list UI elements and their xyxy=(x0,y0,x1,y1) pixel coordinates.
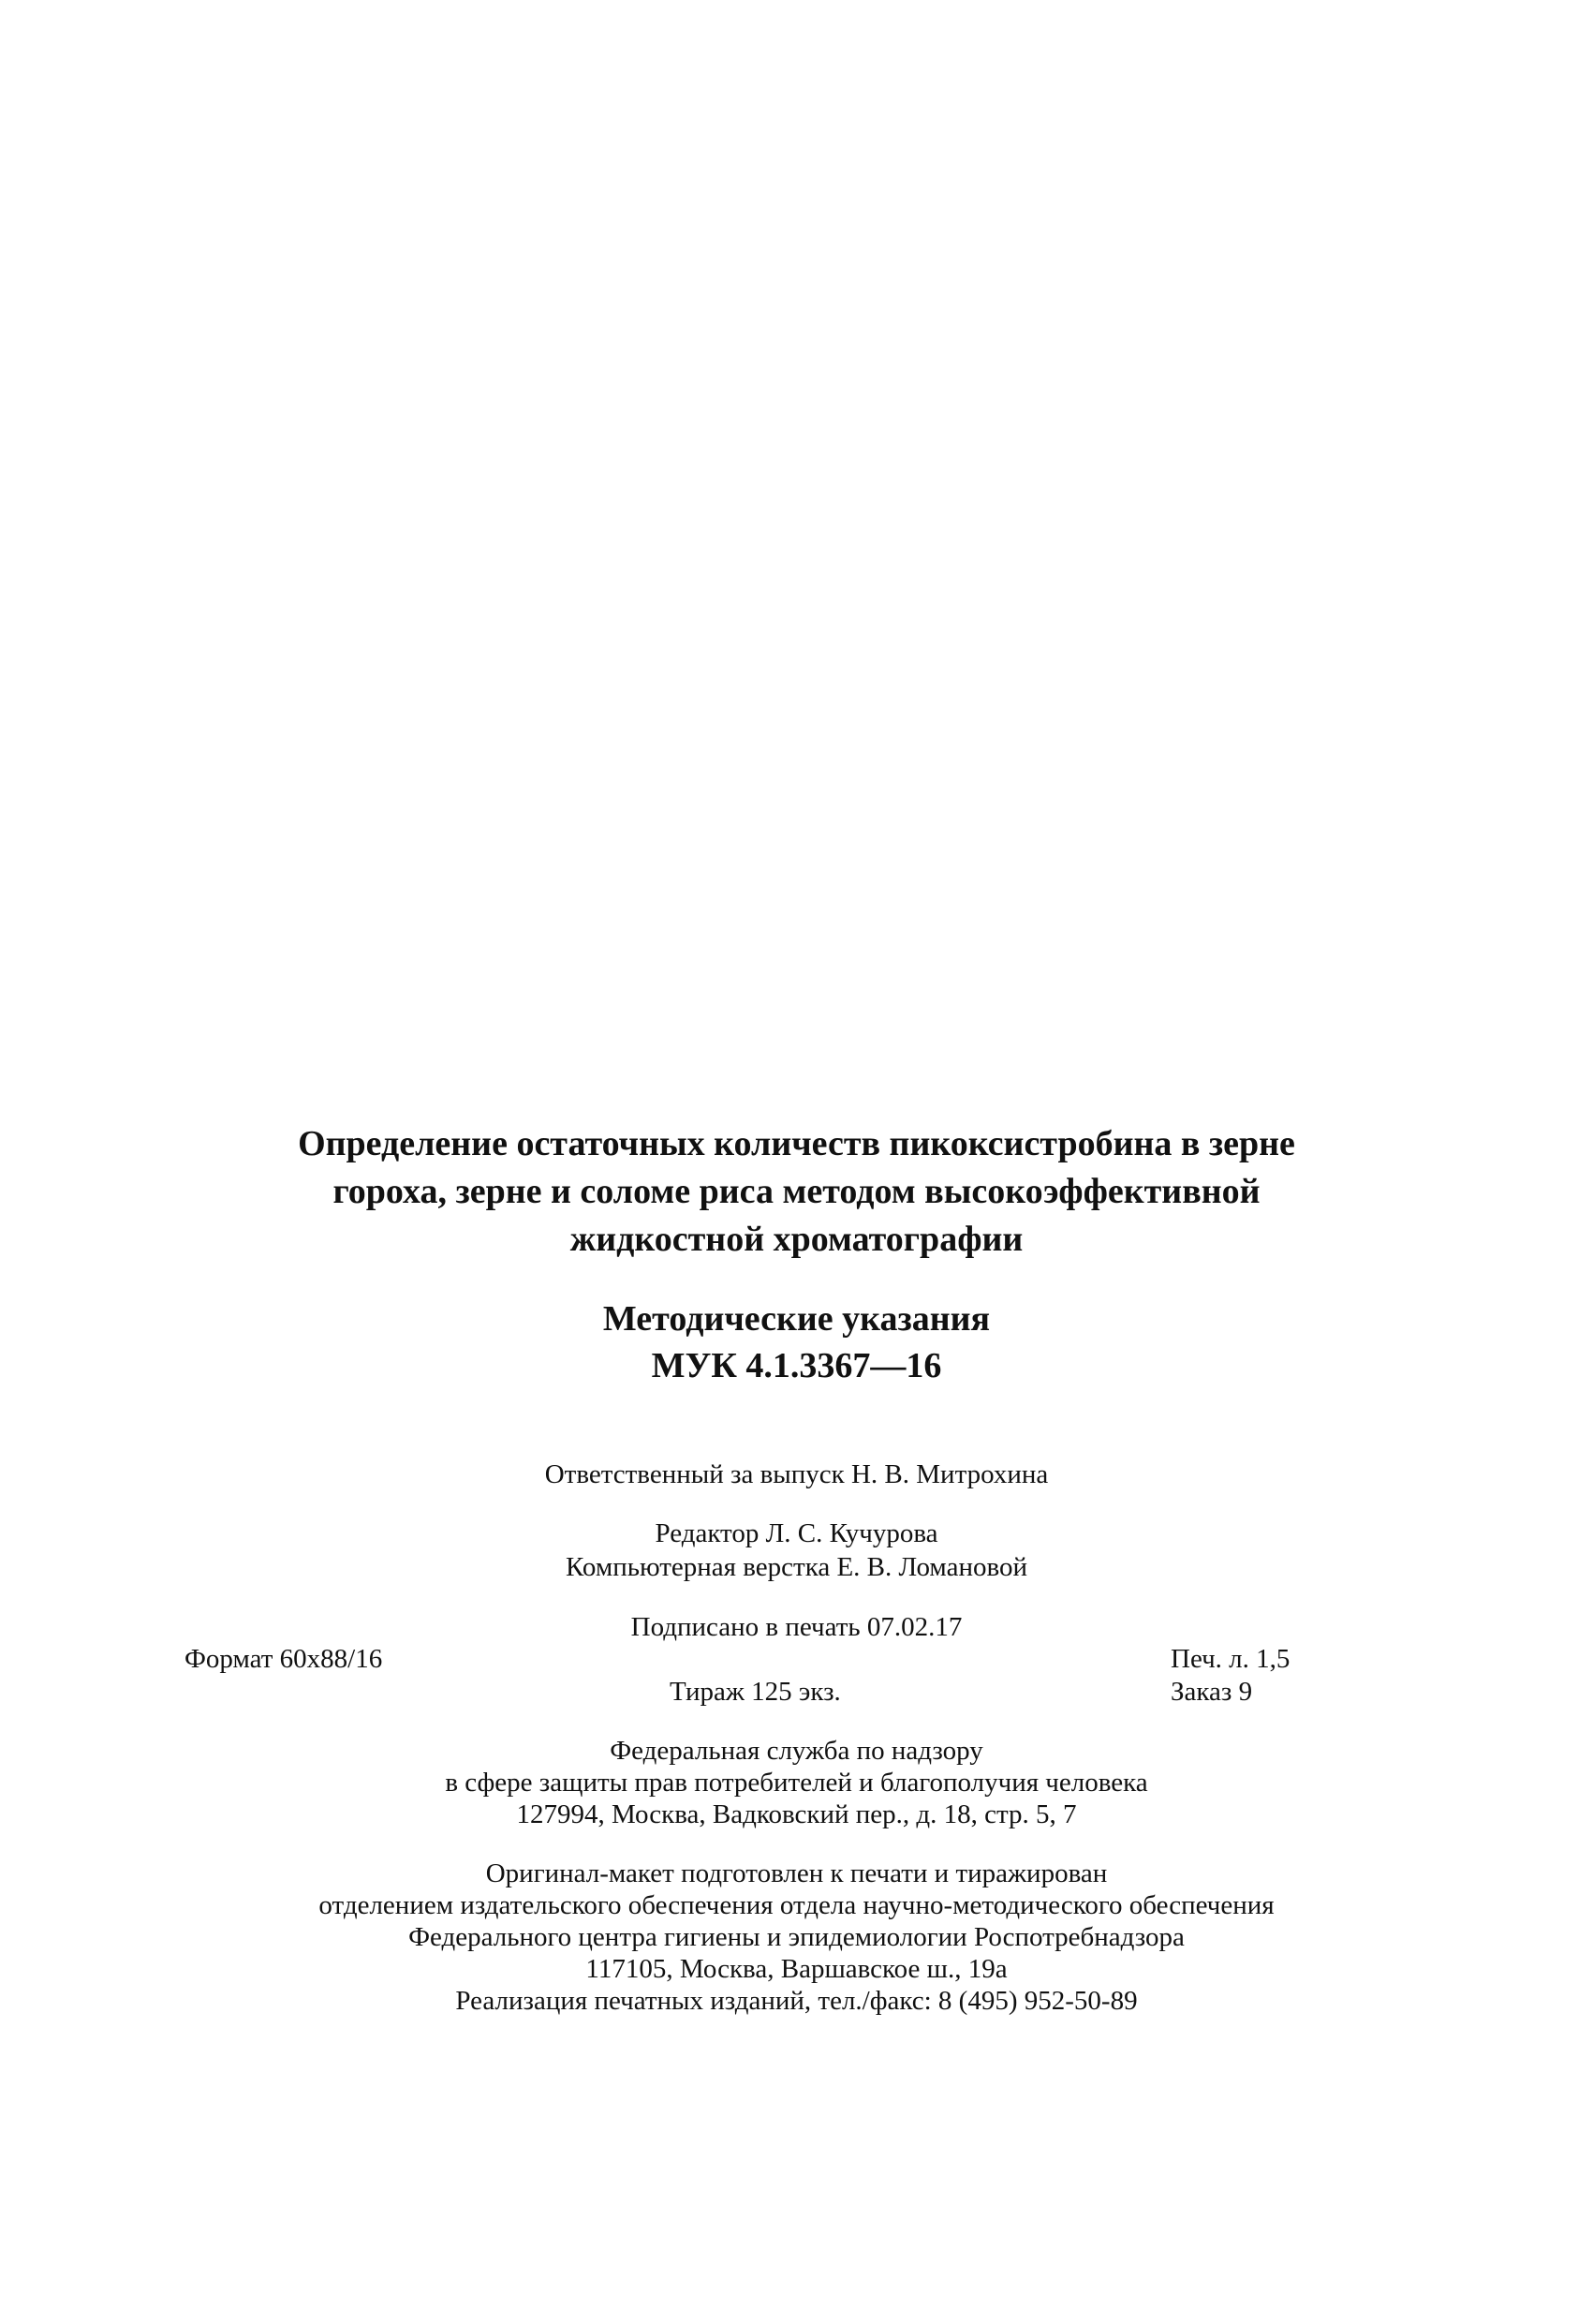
order-number: Заказ 9 xyxy=(1171,1677,1253,1707)
sales-contact: Реализация печатных изданий, тел./факс: 8 (495) 952-50-89 xyxy=(455,1986,1138,2016)
printed-sheets: Печ. л. 1,5 xyxy=(1171,1644,1291,1674)
responsible-person: Ответственный за выпуск Н. В. Митрохина xyxy=(544,1459,1049,1489)
printer-address: 117105, Москва, Варшавское ш., 19а xyxy=(585,1954,1008,1984)
printer-line-3: Федерального центра гигиены и эпидемиологии Роспотребнадзора xyxy=(408,1922,1185,1952)
printer-line-1: Оригинал-макет подготовлен к печати и тиражирован xyxy=(485,1858,1108,1888)
publisher-address: 127994, Москва, Вадковский пер., д. 18, стр. 5, 7 xyxy=(516,1799,1077,1829)
circulation: Тираж 125 экз. xyxy=(670,1677,841,1707)
publisher-line-2: в сфере защиты прав потребителей и благополучия человека xyxy=(445,1768,1148,1798)
paper-format: Формат 60x88/16 xyxy=(184,1644,383,1674)
printer-line-2: отделением издательского обеспечения отдела научно-методического обеспечения xyxy=(318,1890,1275,1920)
layout-designer: Компьютерная верстка Е. В. Ломановой xyxy=(566,1552,1027,1582)
publisher-line-1: Федеральная служба по надзору xyxy=(610,1736,983,1766)
document-title-line-2: гороха, зерне и соломе риса методом высокоэффективной xyxy=(332,1172,1261,1211)
document-code: МУК 4.1.3367—16 xyxy=(651,1346,942,1385)
signed-to-print: Подписано в печать 07.02.17 xyxy=(630,1612,963,1642)
editor: Редактор Л. С. Кучурова xyxy=(655,1518,938,1548)
document-title-line-3: жидкостной хроматографии xyxy=(569,1220,1024,1259)
document-title-line-1: Определение остаточных количеств пикоксистробина в зерне xyxy=(298,1124,1295,1163)
document-type: Методические указания xyxy=(602,1299,991,1339)
